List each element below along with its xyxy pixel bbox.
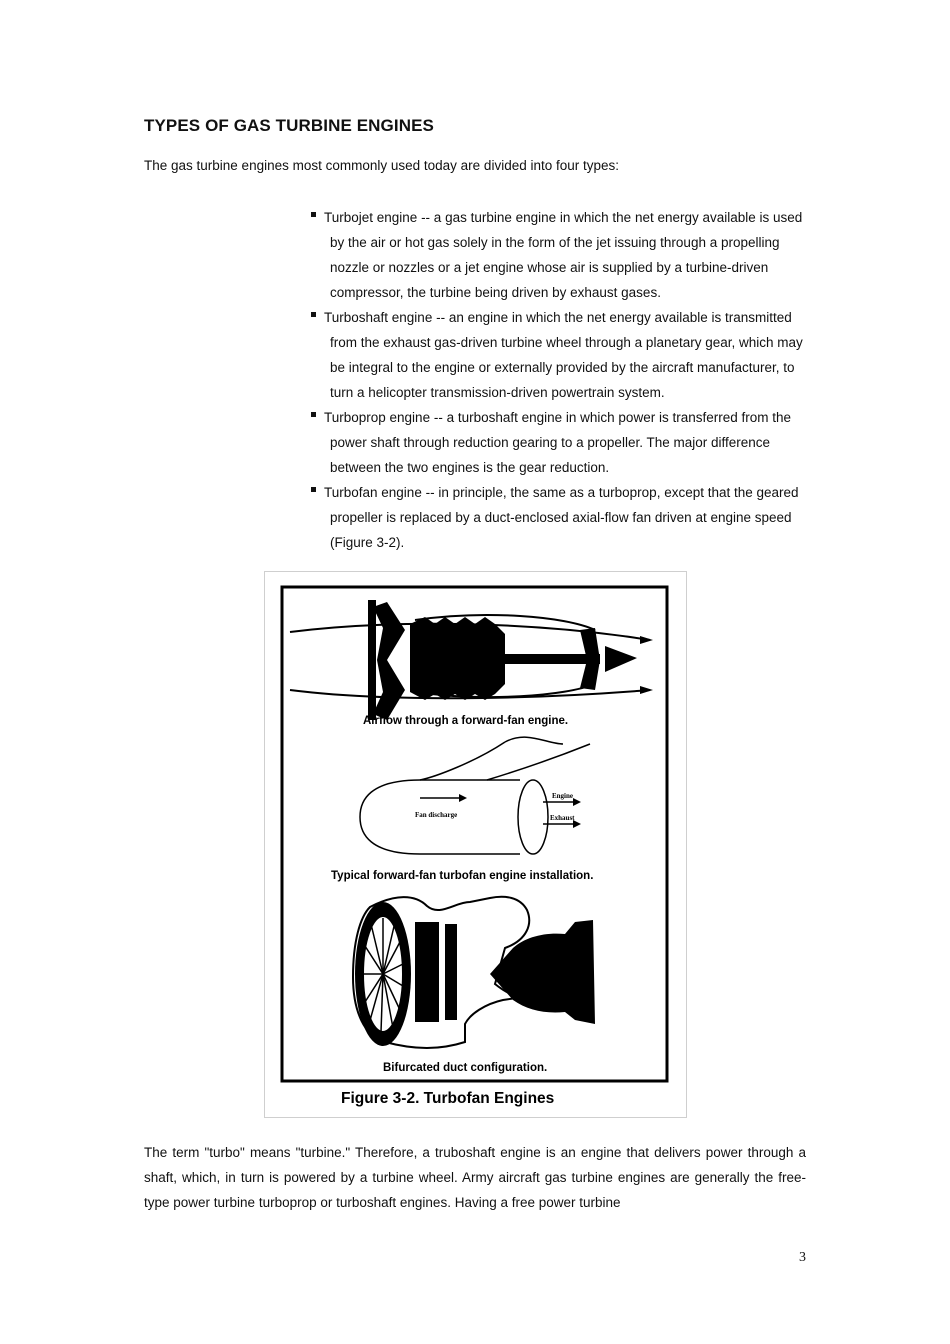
fan-discharge-label: Fan discharge: [415, 811, 458, 819]
turbofan-illustration: [265, 572, 686, 1117]
list-item-text: Turboprop engine -- a turboshaft engine in which power is transferred from the power shaft through reduction gearing to a propeller. The major difference between the two engines is the gear reduction.: [324, 410, 791, 475]
engine-label: Engine: [552, 792, 574, 800]
panel-caption: Typical forward-fan turbofan engine installation.: [331, 870, 594, 882]
figure-caption: Figure 3-2. Turbofan Engines: [341, 1090, 555, 1107]
forward-fan-engine-diagram: [290, 600, 653, 727]
turbofan-figure: [264, 571, 687, 1118]
list-item-text: Turbofan engine -- in principle, the same as a turboprop, except that the geared propeller is replaced by a duct-enclosed axial-flow fan driven at engine speed (Figure 3-2).: [324, 485, 799, 550]
square-bullet-icon: [311, 412, 316, 417]
page-number: 3: [799, 1250, 806, 1265]
list-item-text: Turbojet engine -- a gas turbine engine in which the net energy available is used by the air or hot gas solely in the form of the jet issuing through a propelling nozzle or nozzles or a jet engine whose air is supplied by a turbine-driven compressor, the turbine being driven by exhaust gases.: [324, 210, 803, 300]
body-paragraph: The term "turbo" means "turbine." Therefore, a truboshaft engine is an engine that delivers power through a shaft, which, in turn is powered by a turbine wheel. Army aircraft gas turbine engines are generally the free-type power turbine turboprop or turboshaft engines. Having a free power turbine: [144, 1145, 806, 1210]
square-bullet-icon: [311, 312, 316, 317]
engine-types-list: [298, 205, 810, 555]
list-item: [298, 480, 810, 555]
square-bullet-icon: [311, 212, 316, 217]
panel-caption: Bifurcated duct configuration.: [383, 1062, 548, 1074]
list-item-text: Turboshaft engine -- an engine in which the net energy available is transmitted from the exhaust gas-driven turbine wheel through a planetary gear, which may be integral to the engine or externally provided by the aircraft manufacturer, to turn a helicopter transmission-driven powertrain system.: [324, 310, 803, 400]
exhaust-label: Exhaust: [550, 814, 575, 822]
turbofan-installation-diagram: [331, 737, 593, 882]
bifurcated-duct-diagram: [353, 897, 595, 1074]
intro-paragraph: The gas turbine engines most commonly used today are divided into four types:: [144, 158, 620, 173]
section-heading: TYPES OF GAS TURBINE ENGINES: [144, 116, 434, 135]
list-item: [298, 405, 810, 480]
panel-caption: Airflow through a forward-fan engine.: [363, 715, 569, 727]
list-item: [298, 205, 810, 305]
list-item: [298, 305, 810, 405]
square-bullet-icon: [311, 487, 316, 492]
